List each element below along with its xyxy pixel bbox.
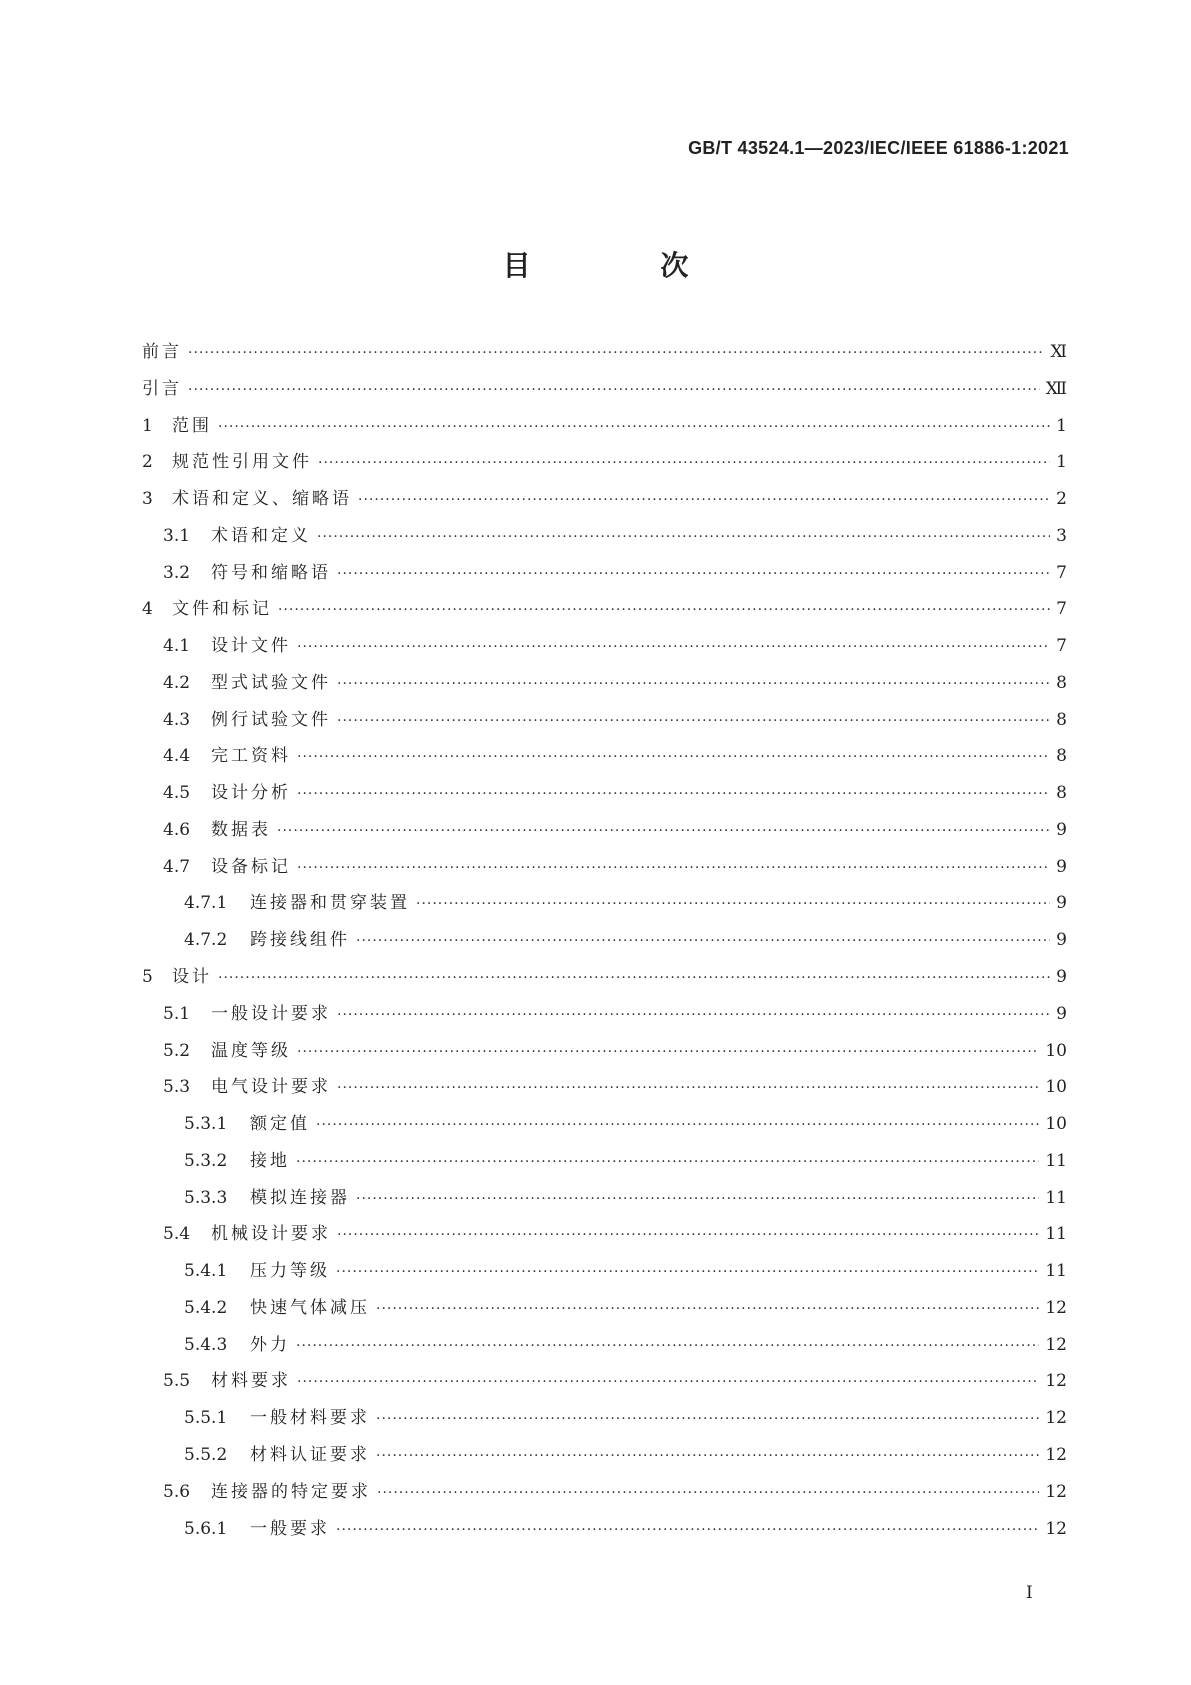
- toc-dot-leader: [358, 482, 1050, 519]
- toc-dot-leader: [356, 1181, 1039, 1218]
- toc-entry-page: 8: [1056, 746, 1067, 767]
- toc-entry-number: 5.2: [163, 1040, 191, 1061]
- toc-entry-number: 5.4.1: [184, 1261, 228, 1282]
- toc-dot-leader: [317, 519, 1050, 556]
- toc-entry-page: 9: [1056, 819, 1067, 840]
- toc-entry-page: 7: [1056, 599, 1067, 620]
- toc-entry-page: 9: [1056, 856, 1067, 877]
- toc-entry-page: 9: [1056, 893, 1067, 914]
- toc-entry[interactable]: [142, 812, 1067, 849]
- toc-entry-number: 4.7.1: [184, 893, 228, 914]
- toc-dot-leader: [296, 1328, 1039, 1365]
- toc-dot-leader: [356, 923, 1050, 960]
- toc-entry-title: 模拟连接器: [250, 1187, 350, 1208]
- toc-entry-number: 5.4: [163, 1224, 191, 1245]
- toc-entry-page: 9: [1056, 930, 1067, 951]
- toc-dot-leader: [336, 1512, 1039, 1549]
- toc-entry-page: 8: [1056, 709, 1067, 730]
- toc-entry-title: 跨接线组件: [250, 930, 350, 951]
- toc-entry[interactable]: [142, 1180, 1067, 1217]
- toc-entry-number: 5.3.2: [184, 1150, 228, 1171]
- toc-entry-page: 7: [1056, 636, 1067, 657]
- toc-entry-title: 规范性引用文件: [172, 452, 312, 473]
- toc-entry-number: 5.4.2: [184, 1297, 228, 1318]
- toc-dot-leader: [318, 445, 1050, 482]
- toc-entry[interactable]: [142, 1290, 1067, 1327]
- toc-entry-title: 材料认证要求: [250, 1444, 370, 1465]
- toc-entry-page: 11: [1045, 1150, 1067, 1171]
- toc-entry-number: 4.1: [163, 636, 191, 657]
- toc-entry-title: 设计: [172, 967, 212, 988]
- page-number: Ⅰ: [1026, 1583, 1033, 1603]
- toc-entry-title: 连接器的特定要求: [211, 1481, 371, 1502]
- toc-dot-leader: [337, 666, 1050, 703]
- toc-entry[interactable]: [142, 628, 1067, 665]
- toc-entry-page: 12: [1045, 1408, 1067, 1429]
- toc-dot-leader: [278, 592, 1050, 629]
- toc-entry[interactable]: [142, 1437, 1067, 1474]
- toc-entry-number: 5.5.2: [184, 1444, 228, 1465]
- toc-dot-leader: [376, 1291, 1039, 1328]
- toc-dot-leader: [297, 1034, 1039, 1071]
- toc-entry-title: 引言: [142, 378, 182, 399]
- toc-entry-page: 8: [1056, 672, 1067, 693]
- toc-entry[interactable]: [142, 996, 1067, 1033]
- toc-entry-title: 额定值: [250, 1114, 310, 1135]
- table-of-contents: [142, 334, 1067, 1547]
- toc-entry[interactable]: [142, 1069, 1067, 1106]
- toc-entry-number: 5.3: [163, 1077, 191, 1098]
- toc-entry-page: 2: [1056, 489, 1067, 510]
- toc-entry-title: 连接器和贯穿装置: [250, 893, 410, 914]
- toc-entry[interactable]: [142, 408, 1067, 445]
- toc-entry-page: 9: [1056, 1003, 1067, 1024]
- toc-dot-leader: [277, 813, 1050, 850]
- toc-entry-page: 8: [1056, 783, 1067, 804]
- standard-code-header: GB/T 43524.1—2023/IEC/IEEE 61886-1:2021: [688, 138, 1069, 158]
- toc-entry-page: 1: [1056, 452, 1067, 473]
- toc-entry-number: 1: [142, 415, 153, 436]
- toc-entry-page: 3: [1056, 525, 1067, 546]
- toc-entry-page: 1: [1056, 415, 1067, 436]
- toc-entry-title: 文件和标记: [172, 599, 272, 620]
- toc-entry[interactable]: [142, 885, 1067, 922]
- toc-dot-leader: [297, 739, 1050, 776]
- toc-dot-leader: [297, 776, 1050, 813]
- toc-entry-title: 温度等级: [211, 1040, 291, 1061]
- toc-entry-page: Ⅺ: [1050, 342, 1067, 362]
- toc-dot-leader: [336, 1254, 1039, 1291]
- toc-entry[interactable]: [142, 665, 1067, 702]
- toc-entry-number: 4.4: [163, 746, 191, 767]
- toc-entry-number: 4.7.2: [184, 930, 228, 951]
- toc-dot-leader: [337, 997, 1050, 1034]
- toc-entry-page: 12: [1045, 1444, 1067, 1465]
- toc-entry-number: 5.6: [163, 1481, 191, 1502]
- toc-dot-leader: [188, 335, 1045, 372]
- toc-entry[interactable]: [142, 591, 1067, 628]
- toc-dot-leader: [337, 1217, 1039, 1254]
- toc-dot-leader: [337, 1070, 1039, 1107]
- toc-entry-page: 12: [1045, 1518, 1067, 1539]
- toc-entry-title: 设备标记: [211, 856, 291, 877]
- toc-entry-number: 5.5.1: [184, 1408, 228, 1429]
- toc-entry-page: 9: [1056, 967, 1067, 988]
- toc-entry-title: 型式试验文件: [211, 672, 331, 693]
- toc-entry[interactable]: [142, 555, 1067, 592]
- toc-entry-number: 4.3: [163, 709, 191, 730]
- toc-entry[interactable]: [142, 849, 1067, 886]
- toc-entry[interactable]: [142, 1143, 1067, 1180]
- toc-entry-page: Ⅻ: [1045, 378, 1067, 399]
- toc-entry-title: 前言: [142, 342, 182, 362]
- toc-entry-title: 接地: [250, 1150, 290, 1171]
- toc-dot-leader: [218, 960, 1050, 997]
- toc-entry-title: 电气设计要求: [211, 1077, 331, 1098]
- toc-entry-title: 符号和缩略语: [211, 562, 331, 583]
- toc-dot-leader: [297, 850, 1050, 887]
- toc-entry[interactable]: [142, 1474, 1067, 1511]
- toc-entry-number: 4.7: [163, 856, 191, 877]
- toc-entry[interactable]: [142, 775, 1067, 812]
- toc-entry[interactable]: [142, 371, 1067, 408]
- toc-entry-number: 4.2: [163, 672, 191, 693]
- toc-entry[interactable]: [142, 1511, 1067, 1548]
- toc-entry[interactable]: [142, 1033, 1067, 1070]
- toc-entry[interactable]: [142, 959, 1067, 996]
- toc-entry-number: 5.1: [163, 1003, 191, 1024]
- toc-entry-page: 12: [1045, 1297, 1067, 1318]
- toc-entry-title: 术语和定义: [211, 525, 311, 546]
- toc-entry-number: 3.2: [163, 562, 191, 583]
- toc-dot-leader: [376, 1438, 1039, 1475]
- toc-entry[interactable]: [142, 738, 1067, 775]
- toc-entry-title: 设计分析: [211, 783, 291, 804]
- toc-entry-page: 10: [1045, 1077, 1067, 1098]
- toc-dot-leader: [337, 703, 1050, 740]
- toc-entry-page: 12: [1045, 1481, 1067, 1502]
- toc-entry-number: 5.6.1: [184, 1518, 228, 1539]
- toc-entry-page: 10: [1045, 1114, 1067, 1135]
- toc-entry-number: 5: [142, 967, 153, 988]
- toc-entry-number: 4.6: [163, 819, 191, 840]
- toc-entry[interactable]: [142, 1327, 1067, 1364]
- toc-entry-number: 5.4.3: [184, 1334, 228, 1355]
- toc-entry-title: 一般要求: [250, 1518, 330, 1539]
- toc-entry[interactable]: [142, 922, 1067, 959]
- toc-dot-leader: [316, 1107, 1039, 1144]
- toc-dot-leader: [337, 556, 1050, 593]
- toc-entry-title: 材料要求: [211, 1371, 291, 1392]
- toc-dot-leader: [218, 409, 1050, 446]
- toc-entry-page: 11: [1045, 1224, 1067, 1245]
- toc-entry-page: 12: [1045, 1371, 1067, 1392]
- toc-entry-title: 数据表: [211, 819, 271, 840]
- toc-entry[interactable]: [142, 1253, 1067, 1290]
- toc-entry-number: 5.3.3: [184, 1187, 228, 1208]
- toc-entry-title: 压力等级: [250, 1261, 330, 1282]
- toc-entry-title: 术语和定义、缩略语: [172, 489, 352, 510]
- toc-entry[interactable]: [142, 1363, 1067, 1400]
- toc-entry[interactable]: [142, 1400, 1067, 1437]
- toc-entry-title: 完工资料: [211, 746, 291, 767]
- toc-dot-leader: [188, 372, 1040, 409]
- toc-entry-title: 范围: [172, 415, 212, 436]
- toc-entry-number: 3: [142, 489, 153, 510]
- toc-entry-number: 5.5: [163, 1371, 191, 1392]
- toc-entry-page: 7: [1056, 562, 1067, 583]
- toc-entry-title: 例行试验文件: [211, 709, 331, 730]
- toc-entry[interactable]: [142, 518, 1067, 555]
- toc-entry[interactable]: [142, 1106, 1067, 1143]
- toc-entry-page: 10: [1045, 1040, 1067, 1061]
- toc-dot-leader: [297, 1364, 1039, 1401]
- page-title: 目 次: [502, 249, 749, 282]
- toc-entry[interactable]: [142, 702, 1067, 739]
- toc-entry-title: 快速气体减压: [250, 1297, 370, 1318]
- toc-dot-leader: [296, 1144, 1039, 1181]
- toc-entry-title: 机械设计要求: [211, 1224, 331, 1245]
- toc-dot-leader: [416, 886, 1050, 923]
- toc-entry-number: 2: [142, 452, 153, 473]
- toc-entry[interactable]: [142, 334, 1067, 371]
- toc-dot-leader: [376, 1401, 1039, 1438]
- toc-dot-leader: [377, 1475, 1039, 1512]
- toc-entry-number: 4: [142, 599, 153, 620]
- toc-entry-page: 12: [1045, 1334, 1067, 1355]
- toc-entry-page: 11: [1045, 1261, 1067, 1282]
- toc-entry-title: 设计文件: [211, 636, 291, 657]
- toc-entry[interactable]: [142, 481, 1067, 518]
- toc-entry-number: 5.3.1: [184, 1114, 228, 1135]
- toc-entry-title: 外力: [250, 1334, 290, 1355]
- toc-entry-number: 3.1: [163, 525, 191, 546]
- toc-entry-number: 4.5: [163, 783, 191, 804]
- toc-entry[interactable]: [142, 444, 1067, 481]
- toc-entry-title: 一般设计要求: [211, 1003, 331, 1024]
- toc-entry-title: 一般材料要求: [250, 1408, 370, 1429]
- toc-dot-leader: [297, 629, 1050, 666]
- toc-entry-page: 11: [1045, 1187, 1067, 1208]
- toc-entry[interactable]: [142, 1216, 1067, 1253]
